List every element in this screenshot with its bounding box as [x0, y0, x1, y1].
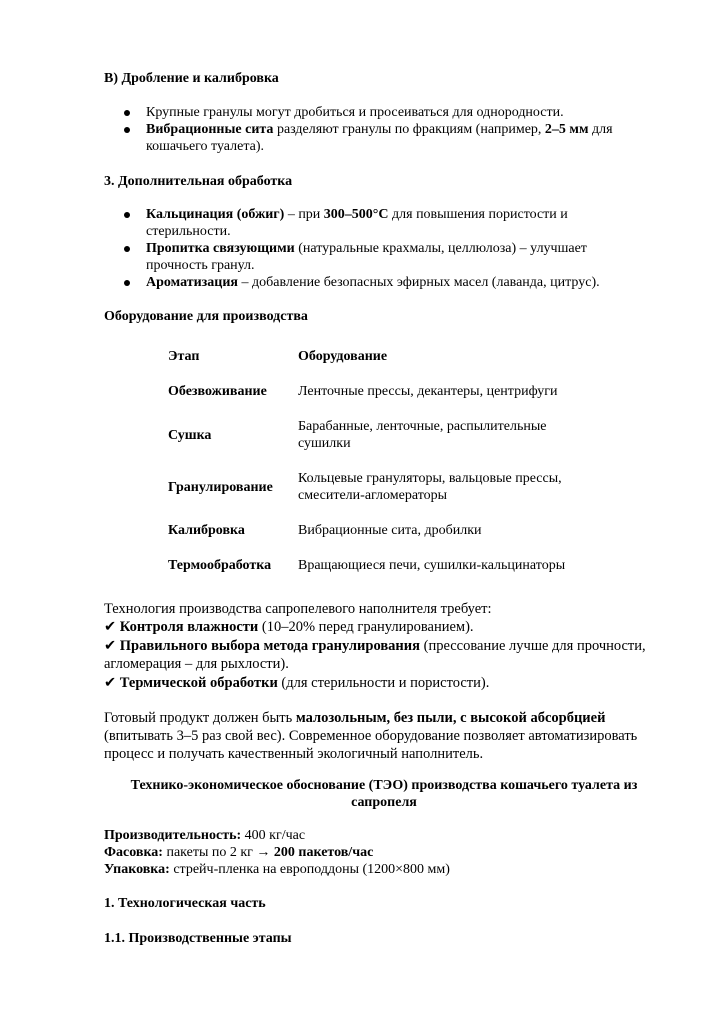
list-item: Вибрационные сита разделяют гранулы по фракциям (например, 2–5 мм для кошачьего туалета).: [124, 121, 644, 155]
packaging-line: Упаковка: стрейч-пленка на европоддоны (1200×800 мм): [104, 862, 450, 877]
bullet-icon: [124, 127, 130, 133]
packing-line: Фасовка: пакеты по 2 кг → 200 пакетов/час: [104, 845, 374, 860]
section-1-heading: 1. Технологическая часть: [104, 896, 266, 911]
arrow-icon: →: [256, 845, 271, 860]
check-item: ✔ Термической обработки (для стерильности и пористости).: [104, 675, 490, 691]
equipment-heading: Оборудование для производства: [104, 309, 308, 324]
productivity-line: Производительность: 400 кг/час: [104, 828, 306, 843]
bullet-icon: [124, 212, 130, 218]
bullet-icon: [124, 110, 130, 116]
document-page: В) Дробление и калибровка Крупные гранулы могут дробиться и просеиваться для однородности. Вибрационные сита разделяют гранулы по фракциям (например, 2–5 мм для кошачьего туалета). 3. Дополнительная обработка Кальцинация (обжиг) – при 300–500°C для повышения пористости и стерильности. Пропитка связующими (натуральные крахмалы, целлюлоза) – улучшает прочность гранул. Ароматизация – добавление безопасных эфирных масел (лаванда, цитрус). Оборудование для производства Этап Оборудование Обезвоживание Ленточные прессы, декантеры, центрифуги Сушка Барабанные, ленточные, распылительные сушилки Гранулирование Кольцевые грануляторы, вальцовые прессы, смесители-агломераторы Калибровка Вибрационные сита, дробилки Термообработка Вращающиеся печи, сушилки-кальцинаторы Технология производства сапропелевого наполнителя требует: ✔ Контроля влажности (10–20% перед гранулированием). ✔ Правильного выбора метода гранулирования (прессование лучше для прочности, агломерация – для рыхлости). ✔ Термической обработки (для стерильности и пористости). Готовый продукт должен быть малозольным, без пыли, с высокой абсорбцией (впитывать 3–5 раз свой вес). Современное оборудование позволяет автоматизировать процесс и получать качественный экологичный наполнитель. Технико-экономическое обоснование (ТЭО) производства кошачьего туалета из сапропеля Производительность: 400 кг/час Фасовка: пакеты по 2 кг → 200 пакетов/час Упаковка: стрейч-пленка на европоддоны (1200×800 мм) 1. Технологическая часть 1.1. Производственные этапы: [0, 0, 724, 1024]
section-1-1-heading: 1.1. Производственные этапы: [104, 931, 292, 946]
check-icon: ✔: [104, 675, 117, 691]
check-icon: ✔: [104, 619, 117, 635]
col-stage-header: Этап: [168, 349, 200, 364]
section-3-list: [124, 206, 644, 291]
summary-final: Готовый продукт должен быть малозольным, без пыли, с высокой абсорбцией (впитывать 3–5 раз свой вес). Современное оборудование позволяет автоматизировать процесс и получать качественный экологичный наполнитель.: [104, 710, 638, 762]
list-item: Кальцинация (обжиг) – при 300–500°C для повышения пористости и стерильности.: [124, 206, 644, 240]
list-item: Крупные гранулы могут дробиться и просеиваться для однородности.: [124, 104, 644, 121]
list-item: Ароматизация – добавление безопасных эфирных масел (лаванда, цитрус).: [124, 274, 644, 291]
bullet-icon: [124, 246, 130, 252]
section-b-list: [124, 104, 644, 155]
bullet-icon: [124, 280, 130, 286]
check-item: ✔ Контроля влажности (10–20% перед гранулированием).: [104, 619, 474, 635]
list-item: Пропитка связующими (натуральные крахмалы, целлюлоза) – улучшает прочность гранул.: [124, 240, 644, 274]
check-item: ✔ Правильного выбора метода гранулирования (прессование лучше для прочности, агломерация – для рыхлости).: [104, 638, 646, 672]
section-b-heading: В) Дробление и калибровка: [104, 71, 279, 86]
col-equipment-header: Оборудование: [298, 349, 388, 364]
teo-title: Технико-экономическое обоснование (ТЭО) производства кошачьего туалета из сапропеля: [130, 778, 638, 810]
summary-intro: Технология производства сапропелевого наполнителя требует:: [104, 601, 492, 617]
check-icon: ✔: [104, 638, 117, 654]
section-3-heading: 3. Дополнительная обработка: [104, 174, 293, 189]
